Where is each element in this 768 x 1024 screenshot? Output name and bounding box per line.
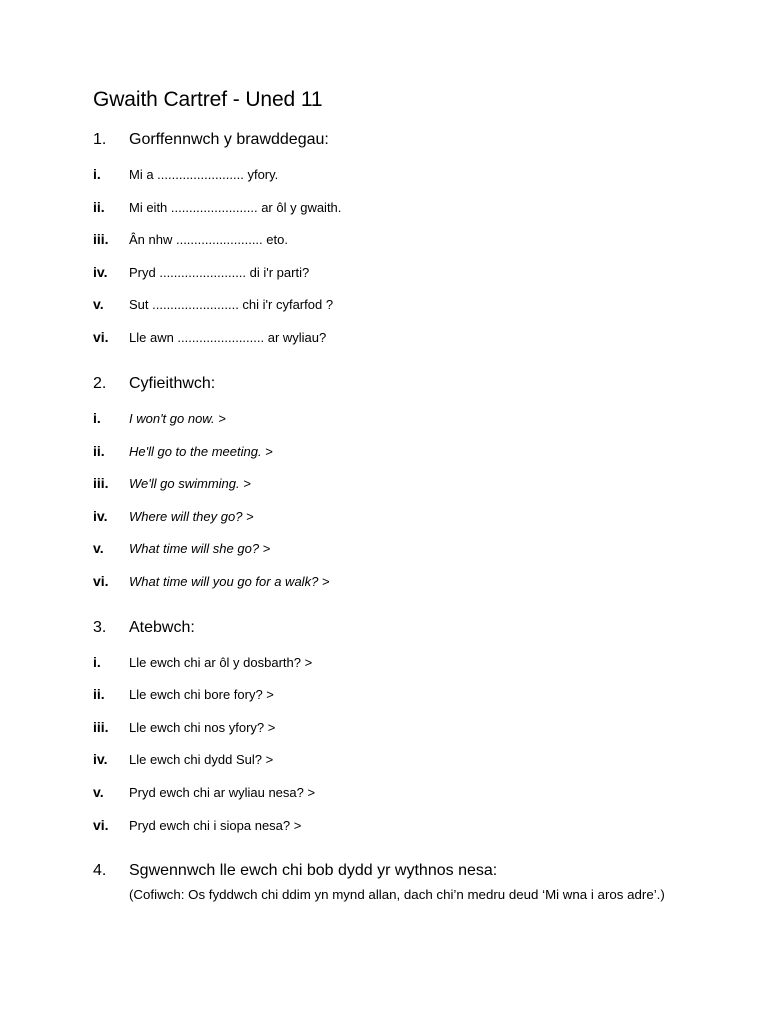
- section-heading-text: Sgwennwch lle ewch chi bob dydd yr wythnos nesa:: [129, 862, 498, 879]
- item-numeral: iii.: [93, 231, 109, 247]
- section-number: 3.: [93, 619, 107, 636]
- item-text: He'll go to the meeting. >: [129, 444, 273, 459]
- item-numeral: i.: [93, 166, 101, 182]
- item-text: Lle ewch chi bore fory? >: [129, 687, 274, 702]
- item-text: Lle ewch chi dydd Sul? >: [129, 752, 274, 767]
- item-text: Pryd ewch chi i siopa nesa? >: [129, 818, 302, 833]
- item-numeral: vi.: [93, 329, 109, 345]
- item-text: Lle ewch chi nos yfory? >: [129, 720, 276, 735]
- page-title: Gwaith Cartref - Uned 11: [93, 88, 323, 111]
- item-numeral: ii.: [93, 199, 105, 215]
- item-numeral: ii.: [93, 443, 105, 459]
- item-numeral: iv.: [93, 751, 108, 767]
- item-text: Pryd ........................ di i'r parti?: [129, 265, 310, 280]
- item-numeral: iv.: [93, 264, 108, 280]
- section-number: 4.: [93, 862, 107, 879]
- item-text: Pryd ewch chi ar wyliau nesa? >: [129, 785, 316, 800]
- section-heading-text: Atebwch:: [129, 619, 195, 636]
- item-numeral: i.: [93, 654, 101, 670]
- section-number: 1.: [93, 131, 107, 148]
- item-text: Mi eith ........................ ar ôl y gwaith.: [129, 200, 342, 215]
- item-numeral: iv.: [93, 508, 108, 524]
- item-numeral: v.: [93, 784, 104, 800]
- item-text: Lle ewch chi ar ôl y dosbarth? >: [129, 655, 313, 670]
- item-text: Where will they go? >: [129, 509, 254, 524]
- item-numeral: iii.: [93, 475, 109, 491]
- item-text: What time will you go for a walk? >: [129, 574, 330, 589]
- item-numeral: vi.: [93, 817, 109, 833]
- item-numeral: v.: [93, 540, 104, 556]
- item-text: Mi a ........................ yfory.: [129, 167, 279, 182]
- item-text: Sut ........................ chi i'r cyfarfod ?: [129, 297, 334, 312]
- item-text: Lle awn ........................ ar wyliau?: [129, 330, 327, 345]
- item-text: I won't go now. >: [129, 411, 226, 426]
- item-numeral: vi.: [93, 573, 109, 589]
- item-text: What time will she go? >: [129, 541, 271, 556]
- item-numeral: ii.: [93, 686, 105, 702]
- item-numeral: i.: [93, 410, 101, 426]
- section-4-note: (Cofiwch: Os fyddwch chi ddim yn mynd allan, dach chi’n medru deud ‘Mi wna i aros adre’.): [129, 887, 665, 902]
- section-heading-text: Cyfieithwch:: [129, 375, 216, 392]
- item-numeral: v.: [93, 296, 104, 312]
- item-text: We'll go swimming. >: [129, 476, 251, 491]
- item-numeral: iii.: [93, 719, 109, 735]
- section-number: 2.: [93, 375, 107, 392]
- section-heading-text: Gorffennwch y brawddegau:: [129, 131, 329, 148]
- item-text: Ân nhw ........................ eto.: [129, 232, 288, 247]
